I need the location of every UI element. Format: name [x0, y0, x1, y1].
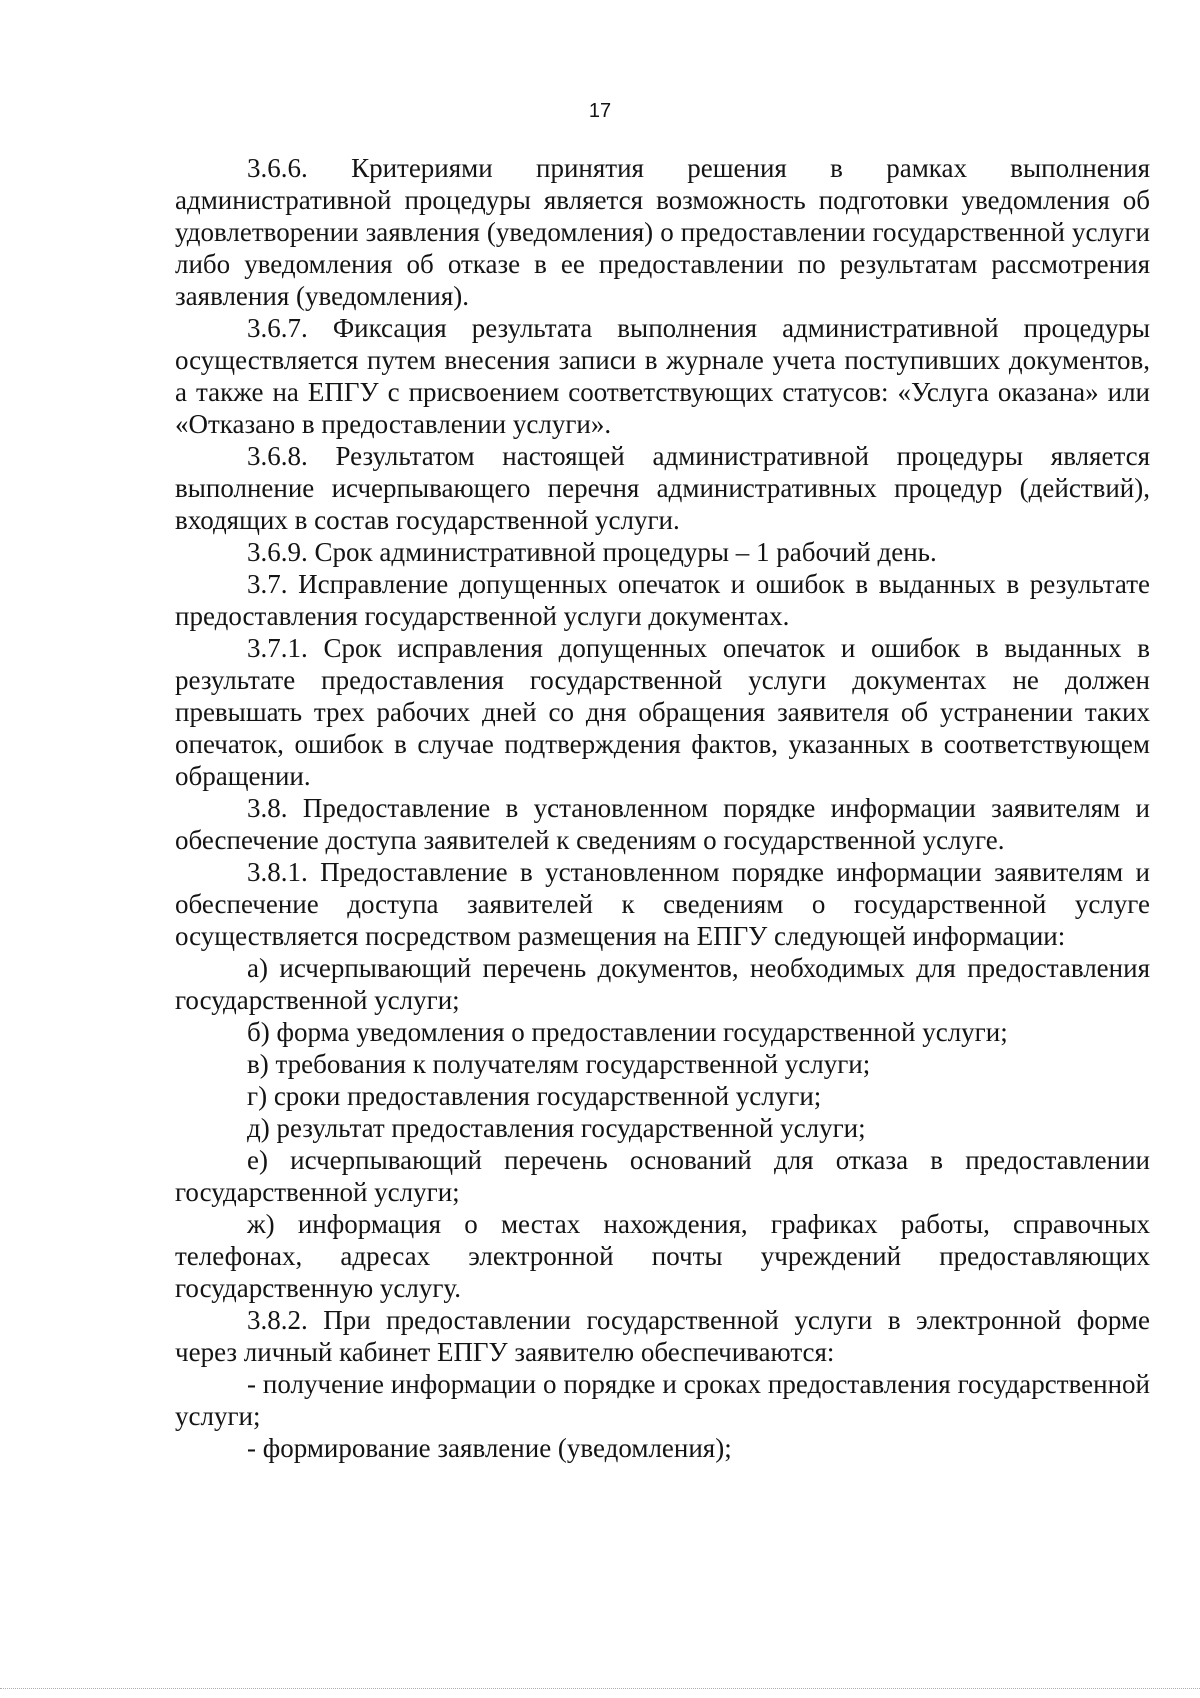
paragraph-3-6-7: 3.6.7. Фиксация результата выполнения административной процедуры осуществляется путем внесения записи в журнале учета поступивших документов, а также на ЕПГУ с присвоением соответствующих статусов: «Услуга оказана» или «Отказано в предоставлении услуги».	[175, 313, 1150, 439]
paragraph-3-6-9: 3.6.9. Срок административной процедуры – 1 рабочий день.	[247, 537, 937, 567]
dash-item-application: - формирование заявление (уведомления);	[247, 1433, 732, 1463]
paragraph-3-8-2: 3.8.2. При предоставлении государственной услуги в электронной форме через личный кабинет ЕПГУ заявителю обеспечиваются:	[175, 1305, 1150, 1367]
paragraph-3-8-1: 3.8.1. Предоставление в установленном порядке информации заявителям и обеспечение доступа заявителей к сведениям о государственной услуге осуществляется посредством размещения на ЕПГУ следующей информации:	[175, 857, 1150, 951]
paragraph-3-6-6: 3.6.6. Критериями принятия решения в рамках выполнения административной процедуры является возможность подготовки уведомления об удовлетворении заявления (уведомления) о предоставлении государственной услуги либо уведомления об отказе в ее предоставлении по результатам рассмотрения заявления (уведомления).	[175, 153, 1150, 311]
list-item-e: е) исчерпывающий перечень оснований для отказа в предоставлении государственной услуги;	[175, 1145, 1150, 1207]
list-item-b: б) форма уведомления о предоставлении государственной услуги;	[247, 1017, 1008, 1047]
paragraph-3-6-8: 3.6.8. Результатом настоящей административной процедуры является выполнение исчерпывающего перечня административных процедур (действий), входящих в состав государственной услуги.	[175, 441, 1150, 535]
list-item-zh: ж) информация о местах нахождения, графиках работы, справочных телефонах, адресах электронной почты учреждений предоставляющих государственную услугу.	[175, 1209, 1150, 1303]
dash-item-info: - получение информации о порядке и сроках предоставления государственной услуги;	[175, 1369, 1150, 1431]
paragraph-3-7: 3.7. Исправление допущенных опечаток и ошибок в выданных в результате предоставления государственной услуги документах.	[175, 569, 1150, 631]
list-item-d: д) результат предоставления государственной услуги;	[247, 1113, 866, 1143]
page-number: 17	[588, 100, 612, 122]
paragraph-3-7-1: 3.7.1. Срок исправления допущенных опечаток и ошибок в выданных в результате предоставления государственной услуги документах не должен превышать трех рабочих дней со дня обращения заявителя об устранении таких опечаток, ошибок в случае подтверждения фактов, указанных в соответствующем обращении.	[175, 633, 1150, 791]
document-body	[175, 152, 1150, 1464]
scan-edge-line	[0, 1688, 1200, 1689]
list-item-g: г) сроки предоставления государственной услуги;	[247, 1081, 822, 1111]
list-item-v: в) требования к получателям государственной услуги;	[247, 1049, 871, 1079]
list-item-a: а) исчерпывающий перечень документов, необходимых для предоставления государственной услуги;	[175, 953, 1150, 1015]
paragraph-3-8: 3.8. Предоставление в установленном порядке информации заявителям и обеспечение доступа заявителей к сведениям о государственной услуге.	[175, 793, 1150, 855]
